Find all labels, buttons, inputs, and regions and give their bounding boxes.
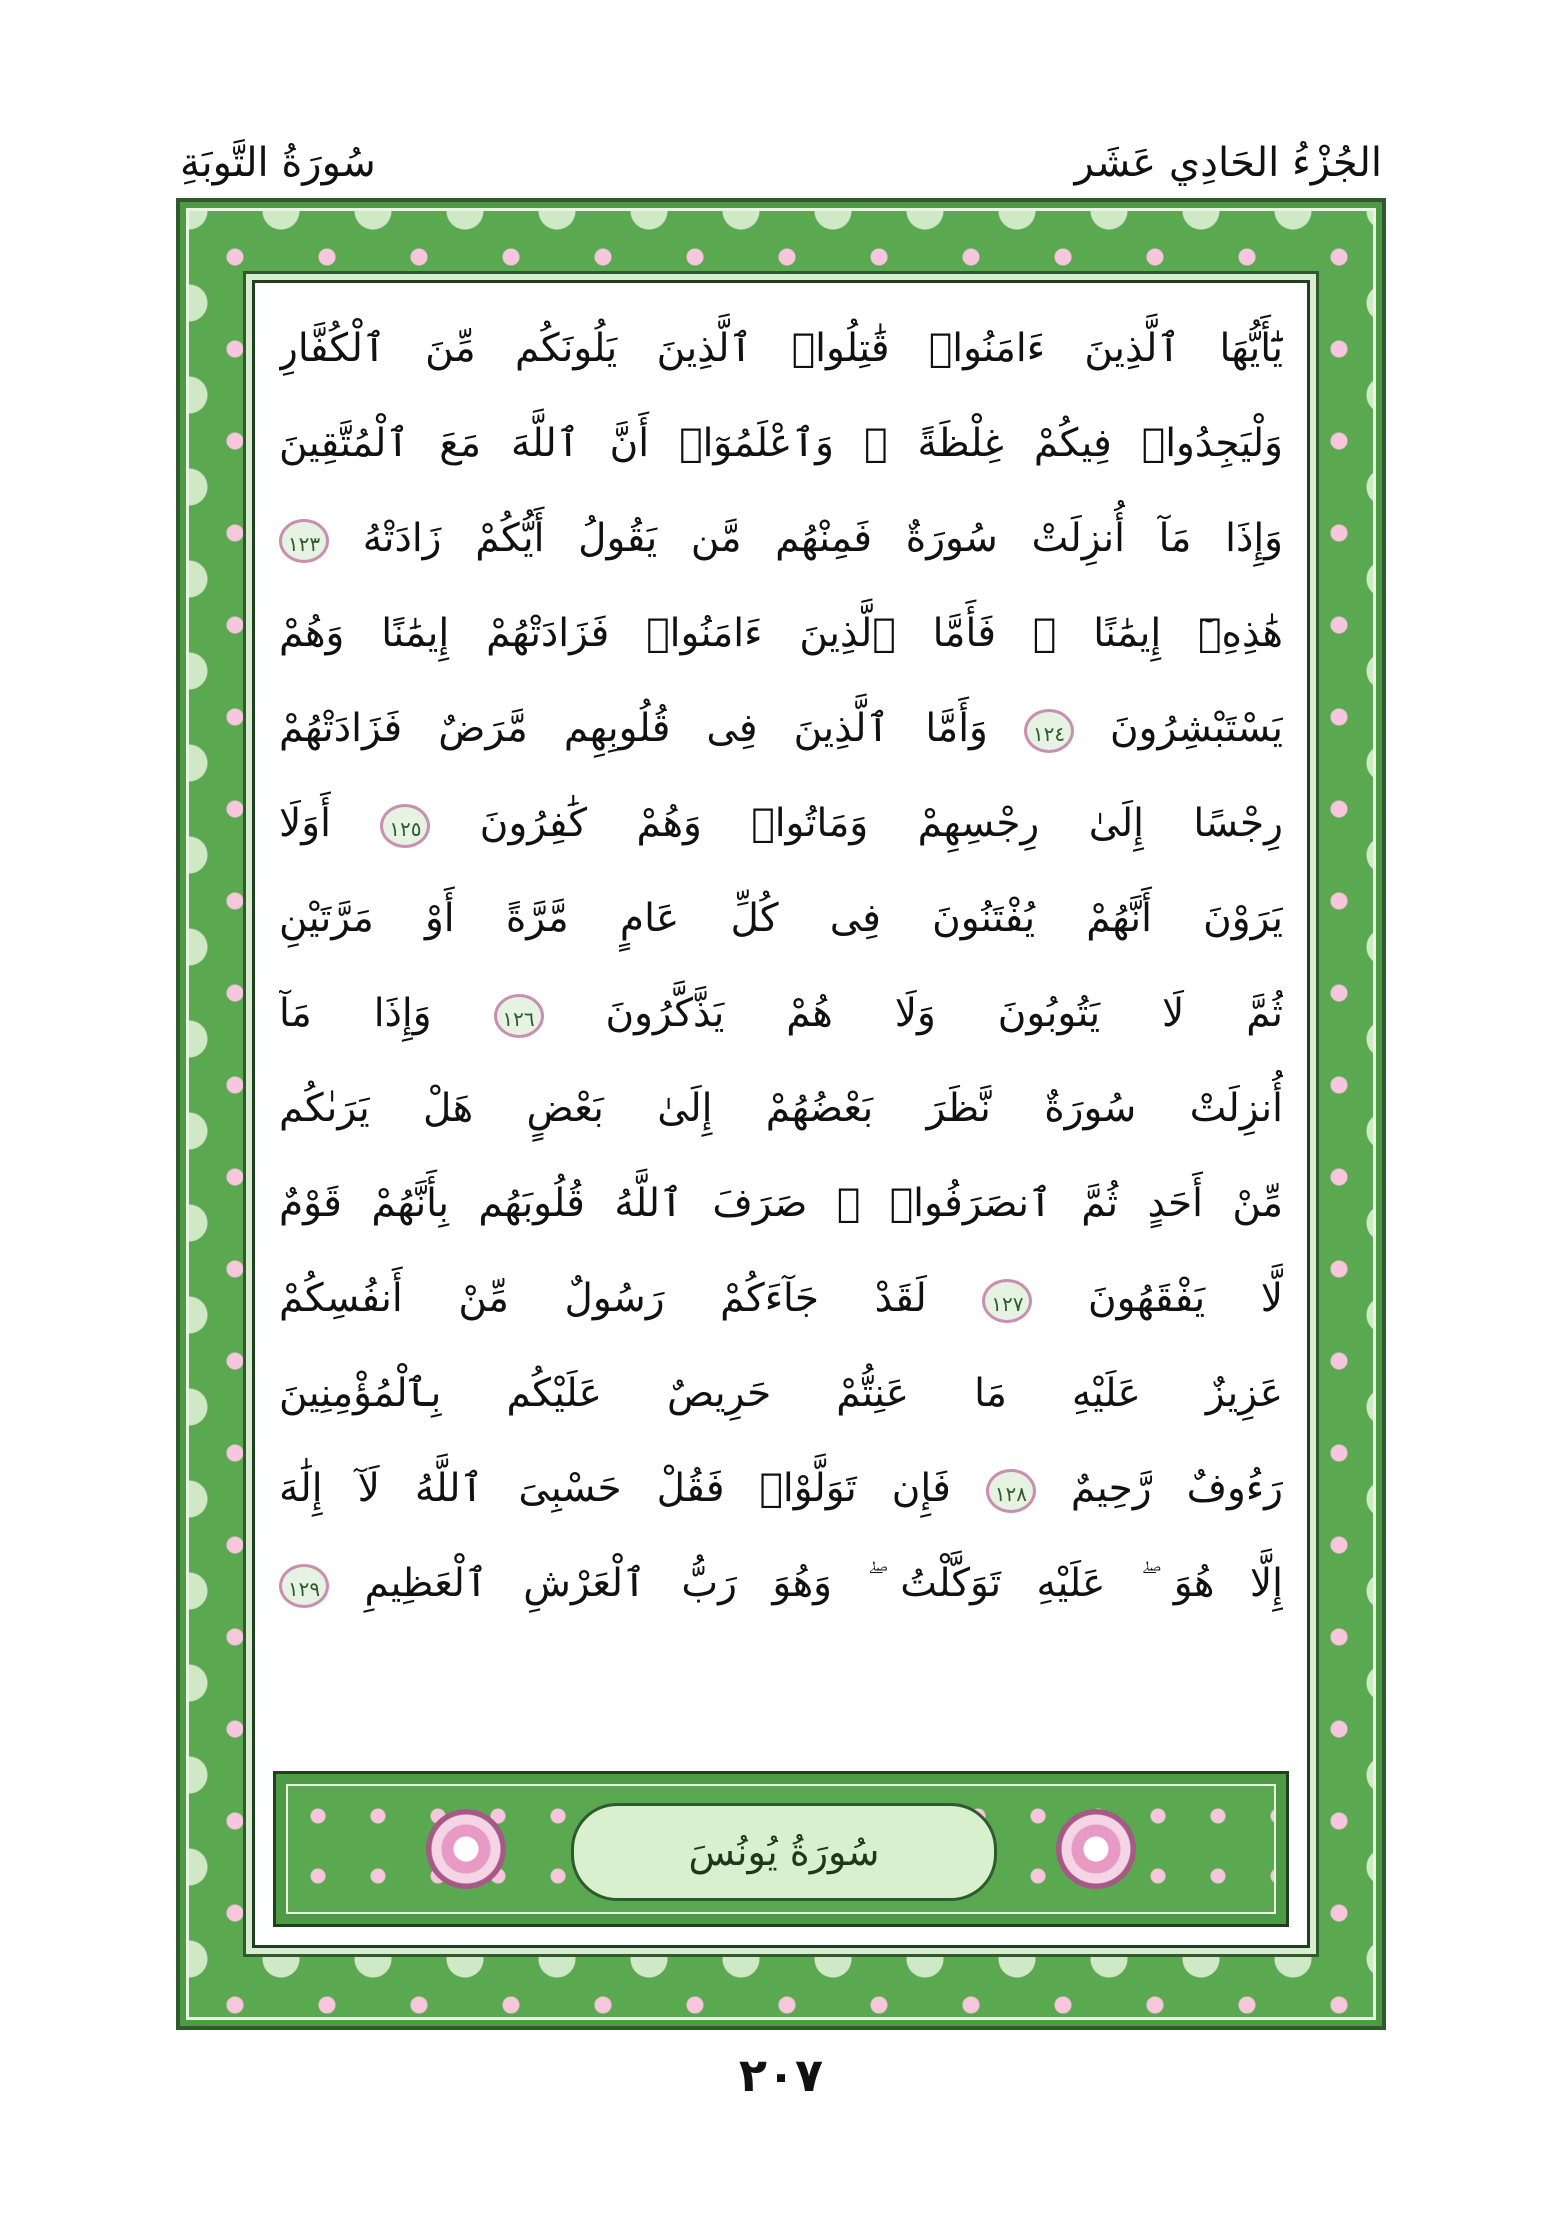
verse-line	[279, 1346, 1283, 1441]
verse-text: أَوَلَا	[279, 801, 331, 846]
verse-text: رِجْسًا إِلَىٰ رِجْسِهِمْ وَمَاتُوا۟ وَهُمْ كَٰفِرُونَ	[479, 801, 1283, 846]
verse-line	[279, 681, 1283, 776]
page-frame	[176, 198, 1386, 2030]
ayah-number-marker: ١٢٩	[279, 1564, 329, 1608]
verse-line	[279, 1251, 1283, 1346]
verse-line	[279, 586, 1283, 681]
verse-text: يَسْتَبْشِرُونَ	[1110, 706, 1283, 751]
verse-text: رَءُوفٌ رَّحِيمٌ	[1070, 1466, 1283, 1511]
verse-text: أُنزِلَتْ سُورَةٌ نَّظَرَ بَعْضُهُمْ إِلَىٰ بَعْضٍ هَلْ يَرَىٰكُم	[279, 1086, 1283, 1131]
ayah-number-marker: ١٢٤	[1024, 709, 1074, 753]
verse-line	[279, 871, 1283, 966]
verse-line	[279, 396, 1283, 491]
verse-text: وَإِذَا مَآ أُنزِلَتْ سُورَةٌ فَمِنْهُم مَّن يَقُولُ أَيُّكُمْ زَادَتْهُ	[362, 516, 1283, 561]
verse-text: وَإِذَا مَآ	[279, 991, 432, 1036]
verse-text: يَٰٓأَيُّهَا ٱلَّذِينَ ءَامَنُوا۟ قَٰتِلُوا۟ ٱلَّذِينَ يَلُونَكُم مِّنَ ٱلْكُفَّارِ	[279, 326, 1283, 371]
rosette-icon	[1056, 1809, 1136, 1889]
verse-line	[279, 491, 1283, 586]
text-area	[252, 280, 1310, 1948]
verse-text: لَّا يَفْقَهُونَ	[1088, 1276, 1283, 1321]
verse-text: ثُمَّ لَا يَتُوبُونَ وَلَا هُمْ يَذَّكَّرُونَ	[605, 991, 1283, 1036]
verse-line	[279, 1156, 1283, 1251]
verse-lines	[279, 301, 1283, 1631]
verse-text: يَرَوْنَ أَنَّهُمْ يُفْتَنُونَ فِى كُلِّ عَامٍ مَّرَّةً أَوْ مَرَّتَيْنِ	[279, 896, 1283, 941]
verse-text: إِلَّا هُوَ ۖ عَلَيْهِ تَوَكَّلْتُ ۖ وَهُوَ رَبُّ ٱلْعَرْشِ ٱلْعَظِيمِ	[364, 1561, 1283, 1606]
ayah-number-marker: ١٢٦	[494, 994, 544, 1038]
juz-header: الجُزْءُ الحَادِي عَشَر	[1074, 140, 1382, 186]
verse-text: فَإِن تَوَلَّوْا۟ فَقُلْ حَسْبِىَ ٱللَّهُ لَآ إِلَٰهَ	[279, 1466, 951, 1511]
verse-line	[279, 1441, 1283, 1536]
verse-text: عَزِيزٌ عَلَيْهِ مَا عَنِتُّمْ حَرِيصٌ عَلَيْكُم بِٱلْمُؤْمِنِينَ	[279, 1371, 1283, 1416]
ayah-number-marker: ١٢٧	[982, 1279, 1032, 1323]
verse-line	[279, 966, 1283, 1061]
verse-line	[279, 776, 1283, 871]
verse-text: وَأَمَّا ٱلَّذِينَ فِى قُلُوبِهِم مَّرَضٌ فَزَادَتْهُمْ	[279, 706, 988, 751]
verse-text: وَلْيَجِدُوا۟ فِيكُمْ غِلْظَةً ۚ وَٱعْلَمُوٓا۟ أَنَّ ٱللَّهَ مَعَ ٱلْمُتَّقِينَ	[279, 421, 1283, 466]
verse-line	[279, 1061, 1283, 1156]
verse-line	[279, 1536, 1283, 1631]
surah-title-banner	[273, 1771, 1289, 1927]
surah-header: سُورَةُ التَّوبَةِ	[180, 140, 376, 186]
verse-line	[279, 301, 1283, 396]
page-number: ٢٠٧	[738, 2048, 824, 2102]
ayah-number-marker: ١٢٥	[380, 804, 430, 848]
ayah-number-marker: ١٢٣	[279, 519, 329, 563]
rosette-icon	[426, 1809, 506, 1889]
ayah-number-marker: ١٢٨	[986, 1469, 1036, 1513]
verse-text: هَٰذِهِۦٓ إِيمَٰنًا ۚ فَأَمَّا ٱلَّذِينَ ءَامَنُوا۟ فَزَادَتْهُمْ إِيمَٰنًا وَهُمْ	[279, 611, 1283, 656]
next-surah-title: سُورَةُ يُونُسَ	[571, 1803, 997, 1901]
verse-text: لَقَدْ جَآءَكُمْ رَسُولٌ مِّنْ أَنفُسِكُمْ	[279, 1276, 927, 1321]
verse-text: مِّنْ أَحَدٍ ثُمَّ ٱنصَرَفُوا۟ ۚ صَرَفَ ٱللَّهُ قُلُوبَهُم بِأَنَّهُمْ قَوْمٌ	[279, 1181, 1283, 1226]
